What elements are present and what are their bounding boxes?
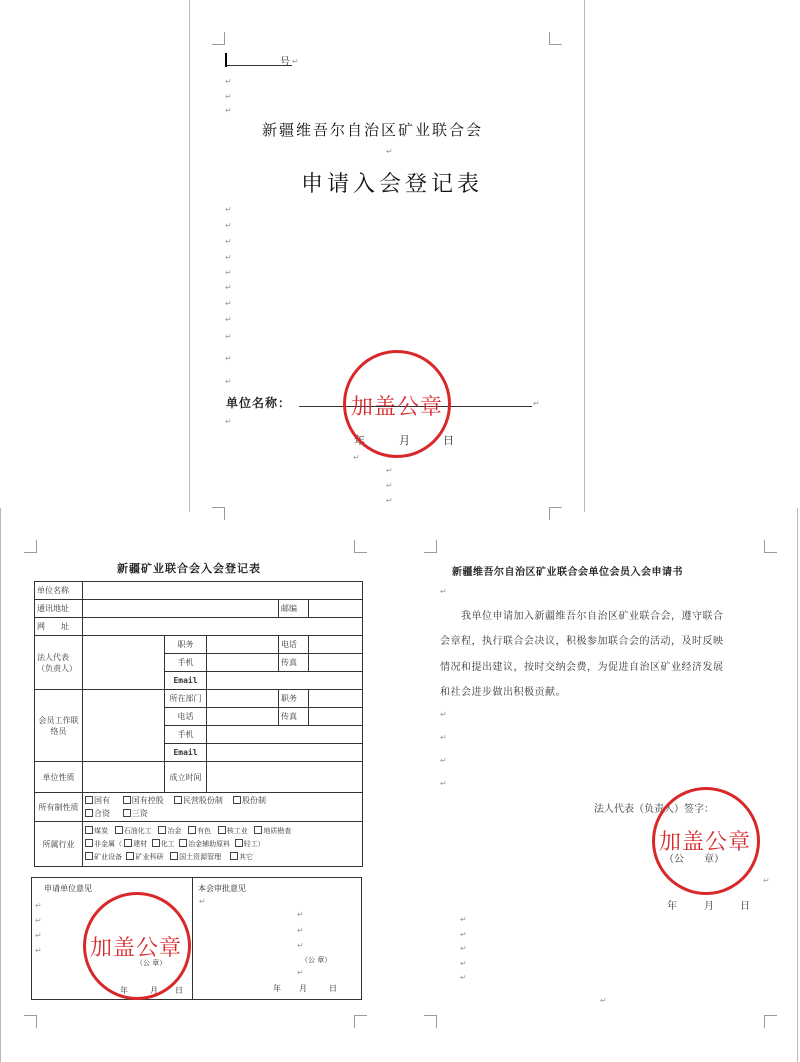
letter-seal-label: （公 章）	[664, 854, 724, 865]
checkbox-icon[interactable]	[123, 809, 131, 817]
legal-rep-name-field[interactable]	[83, 636, 165, 690]
address-field[interactable]	[83, 600, 279, 618]
legal-rep-position-field[interactable]	[207, 636, 279, 654]
ownership-options	[83, 793, 363, 822]
legal-rep-phone-field[interactable]	[309, 636, 363, 654]
checkbox-option[interactable]: 矿业科研	[126, 853, 163, 861]
paragraph-mark: ↵	[600, 996, 607, 1005]
checkbox-icon[interactable]	[235, 839, 243, 847]
label-liaison: 会员工作联络员	[35, 690, 83, 762]
label-phone: 电话	[165, 708, 207, 726]
application-letter-title: 新疆维吾尔自治区矿业联合会单位会员入会申请书	[452, 567, 683, 578]
paragraph-mark: ↵	[440, 733, 447, 742]
date-year: 年	[354, 434, 365, 447]
unit-name-label: 单位名称：	[226, 396, 292, 410]
date-month: 月	[704, 901, 714, 912]
checkbox-icon[interactable]	[170, 852, 178, 860]
established-field[interactable]	[207, 762, 363, 793]
paragraph-mark: ↵	[225, 332, 232, 341]
paragraph-mark: ↵	[225, 253, 232, 262]
table-row	[35, 762, 363, 793]
checkbox-icon[interactable]	[230, 852, 238, 860]
unit-name-field[interactable]	[83, 582, 363, 600]
paragraph-mark: ↵	[225, 221, 232, 230]
margin-corner	[549, 507, 562, 520]
approval-seal-label: （公 章）	[301, 956, 332, 964]
table-row	[35, 793, 363, 822]
page-edge-right	[797, 508, 798, 1062]
paragraph-mark: ↵	[386, 481, 393, 490]
paragraph-mark: ↵	[460, 959, 467, 968]
checkbox-icon[interactable]	[218, 826, 226, 834]
label-email: Email	[165, 744, 207, 762]
page-edge-left	[189, 0, 190, 512]
paragraph-mark: ↵	[35, 931, 42, 940]
stamp-text: 加盖公章	[659, 830, 752, 855]
checkbox-icon[interactable]	[152, 839, 160, 847]
date-day: 日	[175, 986, 183, 995]
approval-opinion-box[interactable]	[192, 877, 362, 1000]
margin-corner	[424, 540, 437, 553]
checkbox-option[interactable]: 石油化工	[115, 827, 152, 835]
label-industry: 所属行业	[35, 822, 83, 867]
paragraph-mark: ↵	[297, 910, 304, 919]
table-row	[35, 690, 363, 708]
registration-table	[34, 581, 363, 867]
paragraph-mark: ↵	[225, 77, 232, 86]
checkbox-option[interactable]: 轻工	[235, 840, 258, 848]
org-name-heading: 新疆维吾尔自治区矿业联合会	[262, 121, 484, 139]
letter-body-line: 和社会进步做出积极贡献。	[440, 687, 566, 698]
label-established: 成立时间	[165, 762, 207, 793]
margin-corner	[549, 32, 562, 45]
page-edge-right	[584, 0, 585, 512]
margin-corner	[764, 540, 777, 553]
letter-body-line: 情况和提出建议，按时交纳会费，为促进自治区矿业经济发展	[440, 662, 724, 673]
date-year: 年	[273, 984, 281, 993]
stamp-text: 加盖公章	[351, 395, 444, 420]
label-legal-rep: 法人代表（负责人）	[35, 636, 83, 690]
date-year: 年	[667, 901, 677, 912]
applicant-opinion-label: 申请单位意见	[44, 884, 92, 893]
label-department: 所在部门	[165, 690, 207, 708]
checkbox-option[interactable]: 煤炭	[85, 827, 108, 835]
paragraph-mark: ↵	[386, 496, 393, 505]
checkbox-icon[interactable]	[123, 796, 131, 804]
liaison-department-field[interactable]	[207, 690, 279, 708]
paragraph-mark: ↵	[225, 237, 232, 246]
label-fax: 传真	[279, 708, 309, 726]
checkbox-option[interactable]: 其它	[230, 853, 253, 861]
legal-rep-fax-field[interactable]	[309, 654, 363, 672]
date-day: 日	[329, 984, 337, 993]
label-position: 职务	[279, 690, 309, 708]
margin-corner	[764, 1015, 777, 1028]
paragraph-mark: ↵	[225, 283, 232, 292]
table-row	[35, 582, 363, 600]
paragraph-mark: ↵	[297, 926, 304, 935]
margin-corner	[354, 540, 367, 553]
paragraph-mark: ↵	[225, 377, 232, 386]
postcode-field[interactable]	[309, 600, 363, 618]
table-row	[35, 600, 363, 618]
checkbox-option[interactable]: 三资	[123, 809, 148, 818]
paragraph-mark: ↵	[440, 710, 447, 719]
checkbox-icon[interactable]	[188, 826, 196, 834]
paragraph-mark: ↵	[297, 941, 304, 950]
checkbox-icon[interactable]	[158, 826, 166, 834]
margin-corner	[24, 1015, 37, 1028]
registration-form-title: 新疆矿业联合会入会登记表	[117, 562, 261, 575]
checkbox-icon[interactable]	[124, 839, 132, 847]
checkbox-option[interactable]: 化工	[152, 840, 175, 848]
paragraph-mark: ↵	[460, 930, 467, 939]
table-row	[35, 636, 363, 654]
liaison-fax-field[interactable]	[309, 708, 363, 726]
label-mobile: 手机	[165, 654, 207, 672]
paragraph-mark: ↵	[225, 268, 232, 277]
letter-body-line: 我单位申请加入新疆维吾尔自治区矿业联合会，遵守联合	[461, 611, 724, 622]
checkbox-icon[interactable]	[174, 796, 182, 804]
table-row	[35, 618, 363, 636]
paragraph-mark: ↵	[225, 106, 232, 115]
label-address: 通讯地址	[35, 600, 83, 618]
date-day: 日	[443, 434, 454, 447]
checkbox-option[interactable]: 国有控股	[123, 796, 164, 805]
paragraph-mark: ↵	[353, 453, 360, 462]
signature-label: 法人代表（负责人）签字：	[594, 804, 714, 815]
checkbox-option[interactable]: 冶金	[158, 827, 181, 835]
legal-rep-email-field[interactable]	[207, 672, 363, 690]
margin-corner	[424, 1015, 437, 1028]
form-title: 申请入会登记表	[301, 172, 484, 197]
letter-body-line: 会章程，执行联合会决议，积极参加联合会的活动，及时反映	[440, 636, 724, 647]
paragraph-mark: ↵	[460, 944, 467, 953]
stamp-text: 加盖公章	[90, 936, 183, 961]
checkbox-icon[interactable]	[85, 852, 93, 860]
paragraph-mark: ↵	[225, 92, 232, 101]
checkbox-option[interactable]: 建材	[124, 840, 147, 848]
margin-corner	[212, 507, 225, 520]
paragraph-mark: ↵	[297, 968, 304, 977]
checkbox-option[interactable]: 国土资源管理	[170, 853, 221, 861]
checkbox-option[interactable]: 有色	[188, 827, 211, 835]
label-unit-name: 单位名称	[35, 582, 83, 600]
paragraph-mark: ↵	[225, 315, 232, 324]
paragraph-mark: ↵	[386, 466, 393, 475]
margin-corner	[354, 1015, 367, 1028]
paragraph-mark: ↵	[225, 417, 232, 426]
label-postcode: 邮编	[279, 600, 309, 618]
label-fax: 传真	[279, 654, 309, 672]
label-ownership: 所有制性质	[35, 793, 83, 822]
checkbox-icon[interactable]	[115, 826, 123, 834]
date-month: 月	[150, 986, 158, 995]
paragraph-mark: ↵	[292, 57, 299, 66]
paragraph-mark: ↵	[35, 916, 42, 925]
margin-corner	[24, 540, 37, 553]
paragraph-mark: ↵	[440, 779, 447, 788]
paragraph-mark: ↵	[386, 147, 393, 156]
checkbox-option[interactable]: 冶金辅助原料	[179, 840, 230, 848]
legal-rep-mobile-field[interactable]	[207, 654, 279, 672]
checkbox-option[interactable]: 民营股份制	[174, 796, 223, 805]
approval-opinion-label: 本会审批意见	[198, 884, 246, 893]
paragraph-mark: ↵	[35, 946, 42, 955]
checkbox-option[interactable]: 股份制	[233, 796, 266, 805]
checkbox-icon[interactable]	[85, 826, 93, 834]
liaison-name-field[interactable]	[83, 690, 165, 762]
checkbox-option[interactable]: 核工业	[218, 827, 248, 835]
date-month: 月	[399, 434, 410, 447]
website-field[interactable]	[83, 618, 363, 636]
label-unit-nature: 单位性质	[35, 762, 83, 793]
checkbox-icon[interactable]	[126, 852, 134, 860]
paragraph-mark: ↵	[460, 915, 467, 924]
paragraph-mark: ↵	[225, 354, 232, 363]
paragraph-mark: ↵	[440, 756, 447, 765]
paragraph-mark: ↵	[225, 299, 232, 308]
checkbox-icon[interactable]	[85, 809, 93, 817]
checkbox-option[interactable]: 矿业设备	[85, 853, 122, 861]
label-mobile: 手机	[165, 726, 207, 744]
liaison-email-field[interactable]	[207, 744, 363, 762]
paragraph-mark: ↵	[35, 901, 42, 910]
table-row	[35, 822, 363, 867]
date-month: 月	[299, 984, 307, 993]
checkbox-option[interactable]: 国有	[85, 796, 110, 805]
checkbox-option[interactable]: 合资	[85, 809, 110, 818]
industry-options: 煤炭 石油化工 冶金 有色 核工业 地质勘查 非金属（ 建材 化工 冶金辅助原料 轻工） 矿业设备 矿业科研 国土资源管理 其它	[83, 822, 363, 867]
date-year: 年	[120, 986, 128, 995]
checkbox-option[interactable]: 地质勘查	[254, 827, 291, 835]
checkbox-icon[interactable]	[254, 826, 262, 834]
paragraph-mark: ↵	[225, 205, 232, 214]
date-day: 日	[740, 901, 750, 912]
liaison-position-field[interactable]	[309, 690, 363, 708]
label-position: 职务	[165, 636, 207, 654]
page-edge-left	[0, 508, 1, 1062]
checkbox-icon[interactable]	[233, 796, 241, 804]
paragraph-mark: ↵	[460, 973, 467, 982]
checkbox-icon[interactable]	[85, 839, 93, 847]
checkbox-icon[interactable]	[179, 839, 187, 847]
checkbox-option[interactable]: 非金属（	[85, 840, 122, 848]
label-website: 网 址	[35, 618, 83, 636]
liaison-phone-field[interactable]	[207, 708, 279, 726]
paragraph-mark: ↵	[440, 587, 447, 596]
unit-nature-field[interactable]	[83, 762, 165, 793]
margin-corner	[212, 32, 225, 45]
label-email: Email	[165, 672, 207, 690]
paragraph-mark: ↵	[763, 876, 770, 885]
paragraph-mark: ↵	[199, 897, 206, 906]
liaison-mobile-field[interactable]	[207, 726, 363, 744]
applicant-seal-label: （公 章）	[136, 959, 167, 967]
label-phone: 电话	[279, 636, 309, 654]
number-label: 号	[280, 57, 290, 68]
paragraph-mark: ↵	[533, 399, 540, 408]
checkbox-icon[interactable]	[85, 796, 93, 804]
